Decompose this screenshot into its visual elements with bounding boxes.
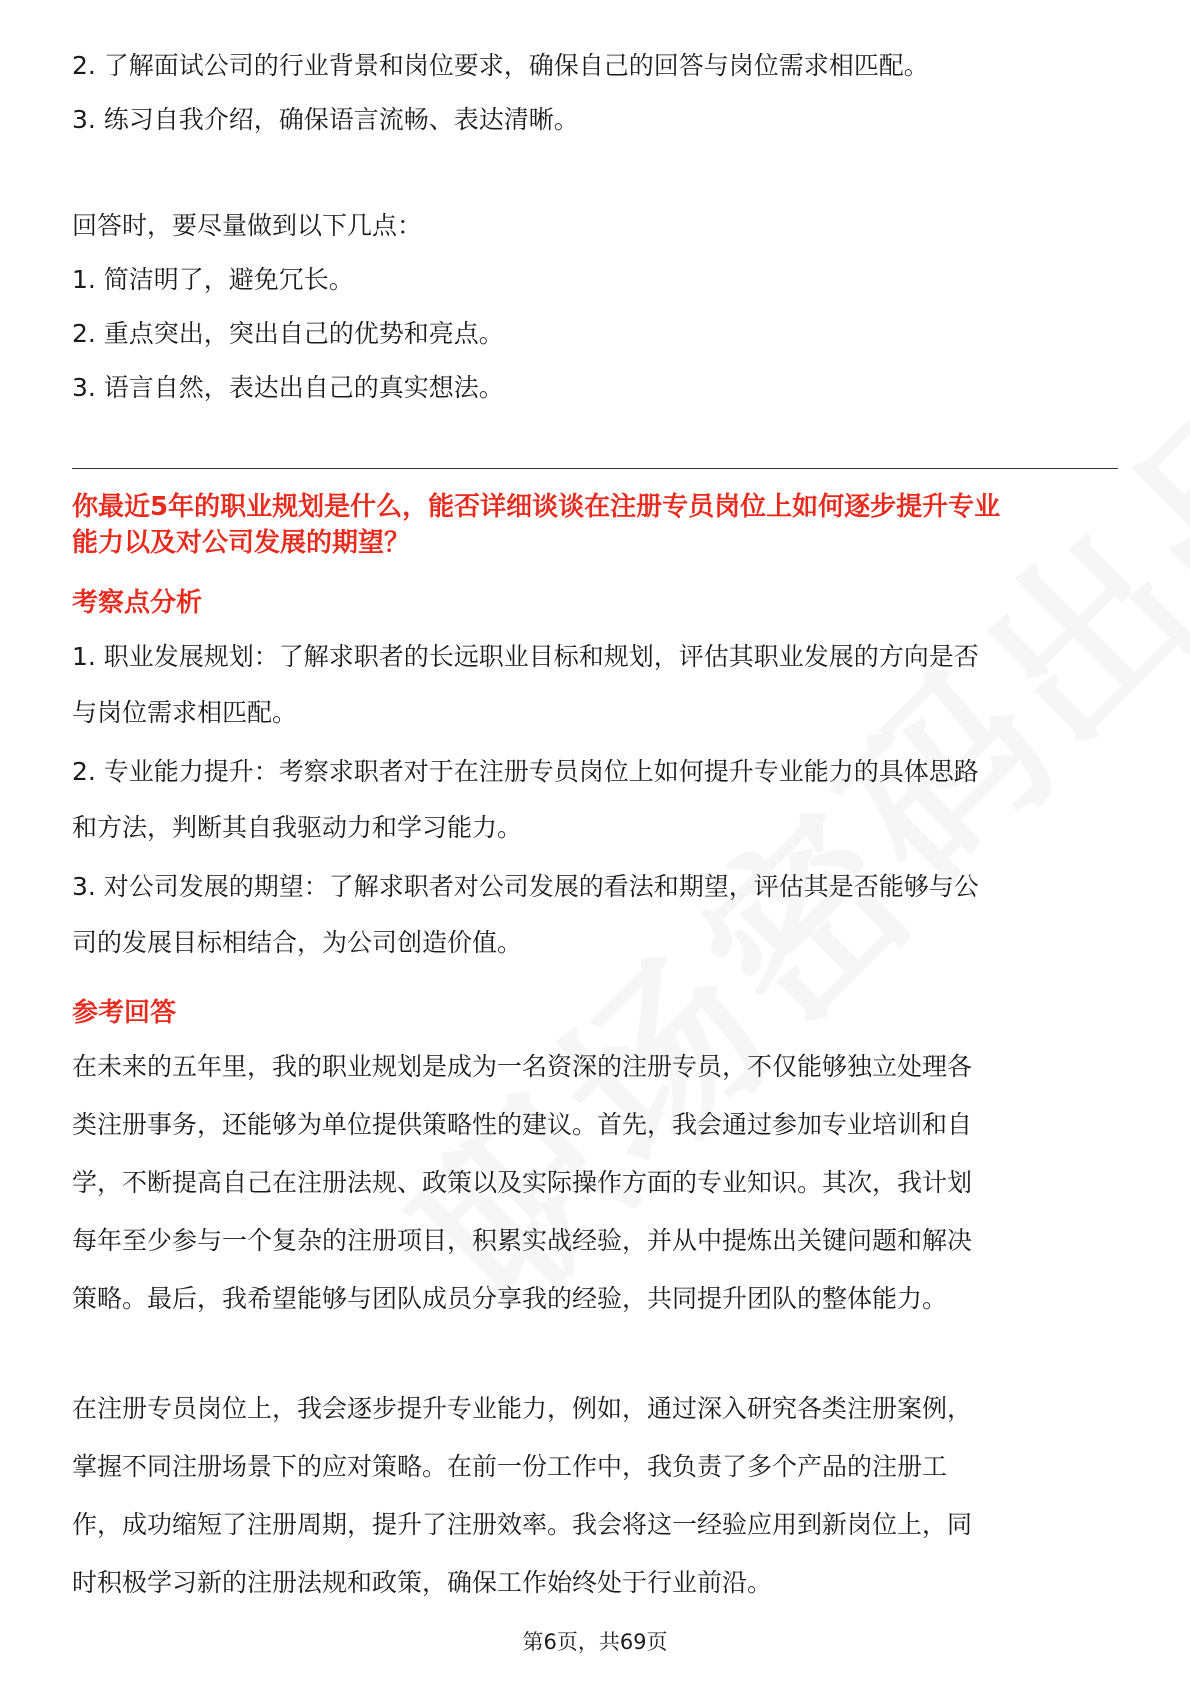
analysis-line: 2. 专业能力提升：考察求职者对于在注册专员岗位上如何提升专业能力的具体思路 [72, 757, 979, 786]
page-number: 第6页，共69页 [522, 1630, 668, 1654]
reference-paragraph-line: 作，成功缩短了注册周期，提升了注册效率。我会将这一经验应用到新岗位上，同 [72, 1510, 973, 1539]
reference-paragraph-line: 在注册专员岗位上，我会逐步提升专业能力，例如，通过深入研究各类注册案例， [72, 1394, 973, 1423]
question-title-line: 你最近5年的职业规划是什么，能否详细谈谈在注册专员岗位上如何逐步提升专业 [72, 492, 1001, 522]
intro-list-item: 3. 练习自我介绍，确保语言流畅、表达清晰。 [72, 105, 579, 134]
section-divider [72, 468, 1118, 469]
analysis-line: 司的发展目标相结合，为公司创造价值。 [72, 928, 523, 957]
analysis-line: 与岗位需求相匹配。 [72, 698, 298, 727]
analysis-heading: 考察点分析 [72, 588, 203, 618]
reference-paragraph-line: 在未来的五年里，我的职业规划是成为一名资深的注册专员，不仅能够独立处理各 [72, 1052, 973, 1081]
answer-tip-item: 1. 简洁明了，避免冗长。 [72, 265, 354, 294]
intro-list-item: 2. 了解面试公司的行业背景和岗位要求，确保自己的回答与岗位需求相匹配。 [72, 51, 929, 80]
analysis-line: 1. 职业发展规划：了解求职者的长远职业目标和规划，评估其职业发展的方向是否 [72, 642, 979, 671]
reference-paragraph-line: 掌握不同注册场景下的应对策略。在前一份工作中，我负责了多个产品的注册工 [72, 1452, 948, 1481]
answer-tip-item: 2. 重点突出，突出自己的优势和亮点。 [72, 319, 504, 348]
analysis-line: 3. 对公司发展的期望：了解求职者对公司发展的看法和期望，评估其是否能够与公 [72, 872, 979, 901]
reference-heading: 参考回答 [72, 998, 177, 1028]
reference-paragraph-line: 类注册事务，还能够为单位提供策略性的建议。首先，我会通过参加专业培训和自 [72, 1110, 973, 1139]
answer-tip-item: 3. 语言自然，表达出自己的真实想法。 [72, 373, 504, 402]
analysis-line: 和方法，判断其自我驱动力和学习能力。 [72, 813, 523, 842]
answer-tips-heading: 回答时，要尽量做到以下几点： [72, 211, 423, 240]
reference-paragraph-line: 策略。最后，我希望能够与团队成员分享我的经验，共同提升团队的整体能力。 [72, 1284, 948, 1313]
reference-paragraph-line: 每年至少参与一个复杂的注册项目，积累实战经验，并从中提炼出关键问题和解决 [72, 1226, 973, 1255]
reference-paragraph-line: 时积极学习新的注册法规和政策，确保工作始终处于行业前沿。 [72, 1568, 773, 1597]
reference-paragraph-line: 学，不断提高自己在注册法规、政策以及实际操作方面的专业知识。其次，我计划 [72, 1168, 973, 1197]
question-title-line: 能力以及对公司发展的期望？ [72, 528, 411, 558]
